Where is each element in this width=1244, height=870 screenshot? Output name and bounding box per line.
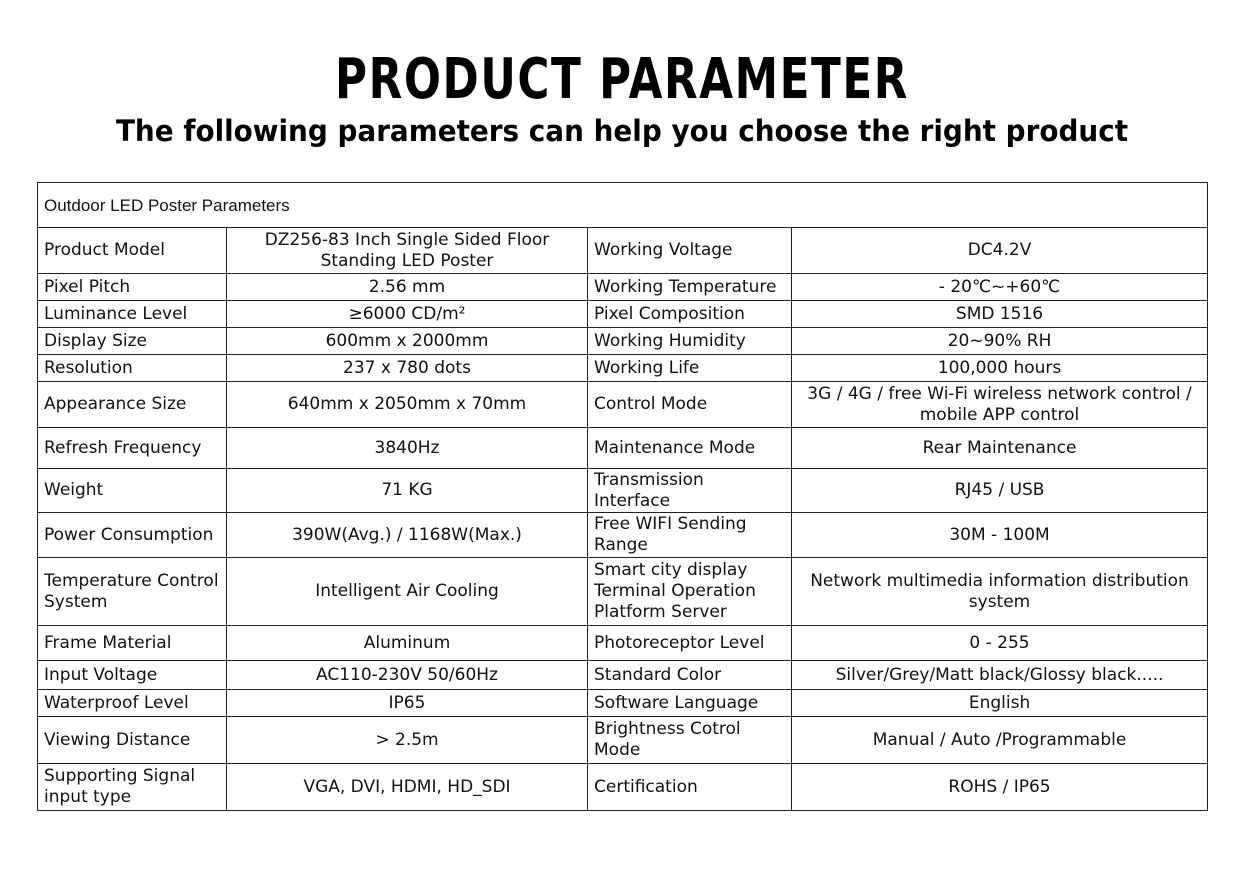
table-row [38, 382, 1208, 428]
param-value: 0 - 255 [792, 626, 1208, 661]
table-row [38, 328, 1208, 355]
param-value: 30M - 100M [792, 513, 1208, 558]
param-value: 2.56 mm [227, 274, 588, 301]
param-label: Weight [38, 469, 227, 513]
param-label: Product Model [38, 228, 227, 274]
param-label: Frame Material [38, 626, 227, 661]
param-label: Working Life [588, 355, 792, 382]
page-subtitle: The following parameters can help you choose the right product [115, 114, 1129, 148]
param-value: 3840Hz [227, 428, 588, 469]
param-label: Control Mode [588, 382, 792, 428]
table-row [38, 301, 1208, 328]
table-row [38, 428, 1208, 469]
param-label: Supporting Signal input type [38, 764, 227, 811]
table-title: Outdoor LED Poster Parameters [38, 183, 1208, 228]
table-row [38, 764, 1208, 811]
param-value: ≥6000 CD/m² [227, 301, 588, 328]
param-value: 20~90% RH [792, 328, 1208, 355]
param-value: Network multimedia information distribution system [792, 558, 1208, 626]
table-row [38, 661, 1208, 690]
table-row [38, 717, 1208, 764]
param-value: 3G / 4G / free Wi-Fi wireless network control / mobile APP control [792, 382, 1208, 428]
param-value: - 20℃~+60℃ [792, 274, 1208, 301]
param-label: Input Voltage [38, 661, 227, 690]
table-row [38, 626, 1208, 661]
param-value: DC4.2V [792, 228, 1208, 274]
param-label: Pixel Composition [588, 301, 792, 328]
param-value: VGA, DVI, HDMI, HD_SDI [227, 764, 588, 811]
table-row [38, 558, 1208, 626]
param-label: Power Consumption [38, 513, 227, 558]
param-value: 71 KG [227, 469, 588, 513]
param-value: 640mm x 2050mm x 70mm [227, 382, 588, 428]
param-value: English [792, 690, 1208, 717]
param-value: Silver/Grey/Matt black/Glossy black..... [792, 661, 1208, 690]
param-label: Display Size [38, 328, 227, 355]
param-label: Photoreceptor Level [588, 626, 792, 661]
param-label: Brightness Cotrol Mode [588, 717, 792, 764]
param-value: 390W(Avg.) / 1168W(Max.) [227, 513, 588, 558]
table-row [38, 228, 1208, 274]
table-row [38, 355, 1208, 382]
param-label: Working Humidity [588, 328, 792, 355]
param-label: Working Voltage [588, 228, 792, 274]
table-row [38, 469, 1208, 513]
param-label: Transmission Interface [588, 469, 792, 513]
param-label: Temperature Control System [38, 558, 227, 626]
param-value: AC110-230V 50/60Hz [227, 661, 588, 690]
param-label: Pixel Pitch [38, 274, 227, 301]
param-label: Resolution [38, 355, 227, 382]
param-label: Waterproof Level [38, 690, 227, 717]
param-value: 237 x 780 dots [227, 355, 588, 382]
param-label: Certification [588, 764, 792, 811]
param-label: Appearance Size [38, 382, 227, 428]
parameters-table [37, 182, 1208, 811]
param-value: DZ256-83 Inch Single Sided Floor Standing LED Poster [227, 228, 588, 274]
param-value: 100,000 hours [792, 355, 1208, 382]
table-row [38, 274, 1208, 301]
param-value: RJ45 / USB [792, 469, 1208, 513]
param-value: Rear Maintenance [792, 428, 1208, 469]
table-title-row [38, 183, 1208, 228]
param-label: Luminance Level [38, 301, 227, 328]
param-value: > 2.5m [227, 717, 588, 764]
param-label: Maintenance Mode [588, 428, 792, 469]
param-label: Free WIFI Sending Range [588, 513, 792, 558]
param-label: Standard Color [588, 661, 792, 690]
param-label: Viewing Distance [38, 717, 227, 764]
param-value: IP65 [227, 690, 588, 717]
param-label: Refresh Frequency [38, 428, 227, 469]
param-label: Working Temperature [588, 274, 792, 301]
table-row [38, 690, 1208, 717]
param-value: ROHS / IP65 [792, 764, 1208, 811]
param-value: Manual / Auto /Programmable [792, 717, 1208, 764]
param-label: Smart city display Terminal Operation Platform Server [588, 558, 792, 626]
param-value: Intelligent Air Cooling [227, 558, 588, 626]
param-value: Aluminum [227, 626, 588, 661]
param-value: SMD 1516 [792, 301, 1208, 328]
table-row [38, 513, 1208, 558]
param-value: 600mm x 2000mm [227, 328, 588, 355]
page-title: PRODUCT PARAMETER [335, 47, 909, 112]
param-label: Software Language [588, 690, 792, 717]
